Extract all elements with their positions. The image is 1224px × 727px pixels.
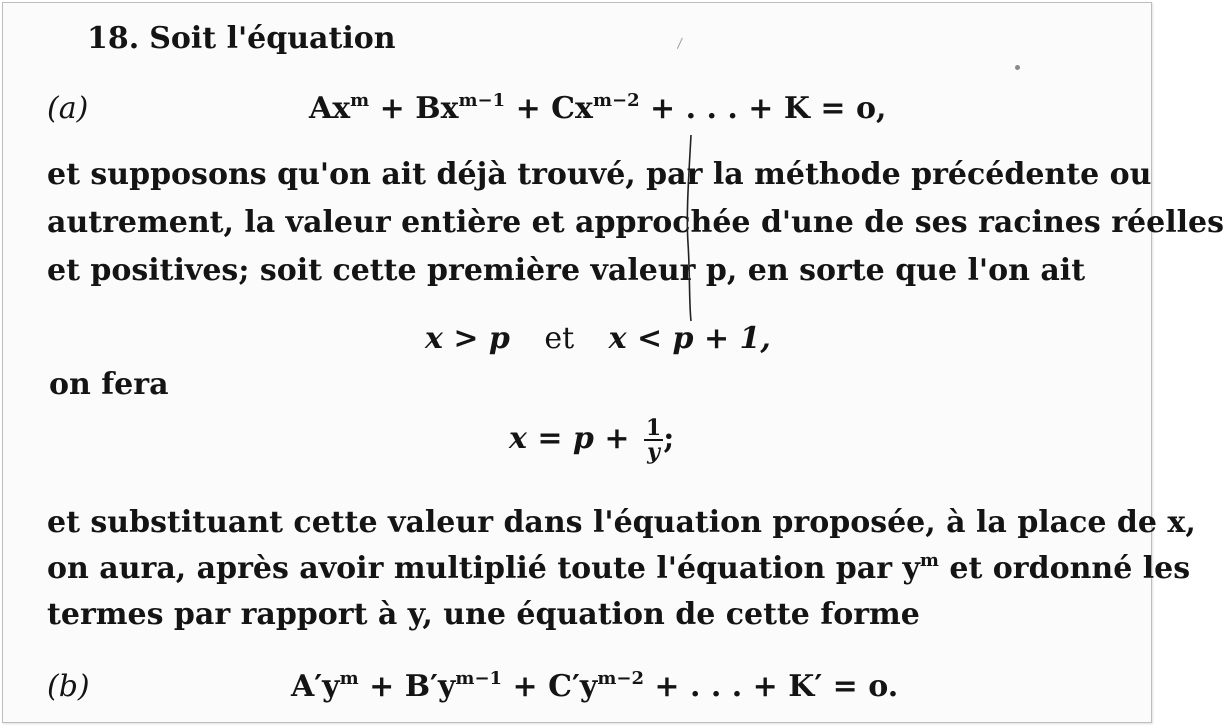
section-heading (87, 21, 396, 57)
equation-b: $A'y^m + B'y^{m-1} + C'y^{m-2}$ + . . . + K′ = o. (291, 668, 899, 704)
section-number: 18. (87, 21, 140, 56)
paragraph-3-line-2: on aura, après avoir multiplié toute l'équation par $y^m$ et ordonné les (47, 550, 1191, 586)
equation-b-label: (b) (47, 669, 90, 704)
paragraph-2: on fera (49, 367, 169, 402)
document-frame (2, 2, 1224, 723)
paragraph-1-line-3: et positives; soit cette première valeur p, en sorte que l'on ait (47, 253, 1086, 288)
document-page (47, 3, 1224, 723)
pen-stroke-mark (677, 133, 707, 323)
substitution-equation: x = p + $\frac{1}{y}$ ; (509, 415, 675, 465)
bound-connector: et (544, 321, 575, 356)
paragraph-3-line-3: termes par rapport à y, une équation de cette forme (47, 597, 920, 632)
paragraph-1-line-2: autrement, la valeur entière et approchée d'une de ses racines réelles (47, 205, 1224, 240)
fraction: $\frac{1}{y}$ (645, 415, 662, 465)
paragraph-1-line-1: et supposons qu'on ait déjà trouvé, par la méthode précédente ou (47, 157, 1152, 192)
bound-upper: x < p + 1, (608, 321, 771, 356)
paragraph-3-line-1: et substituant cette valeur dans l'équation proposée, à la place de x, (47, 505, 1196, 540)
bounds-equation (425, 321, 771, 357)
bound-lower: x > p (425, 321, 510, 356)
equation-a: $Ax^m + Bx^{m-1} + Cx^{m-2}$ + . . . + K = o, (309, 90, 887, 126)
equation-a-label: (a) (47, 91, 89, 126)
section-title: Soit l'équation (149, 21, 396, 56)
